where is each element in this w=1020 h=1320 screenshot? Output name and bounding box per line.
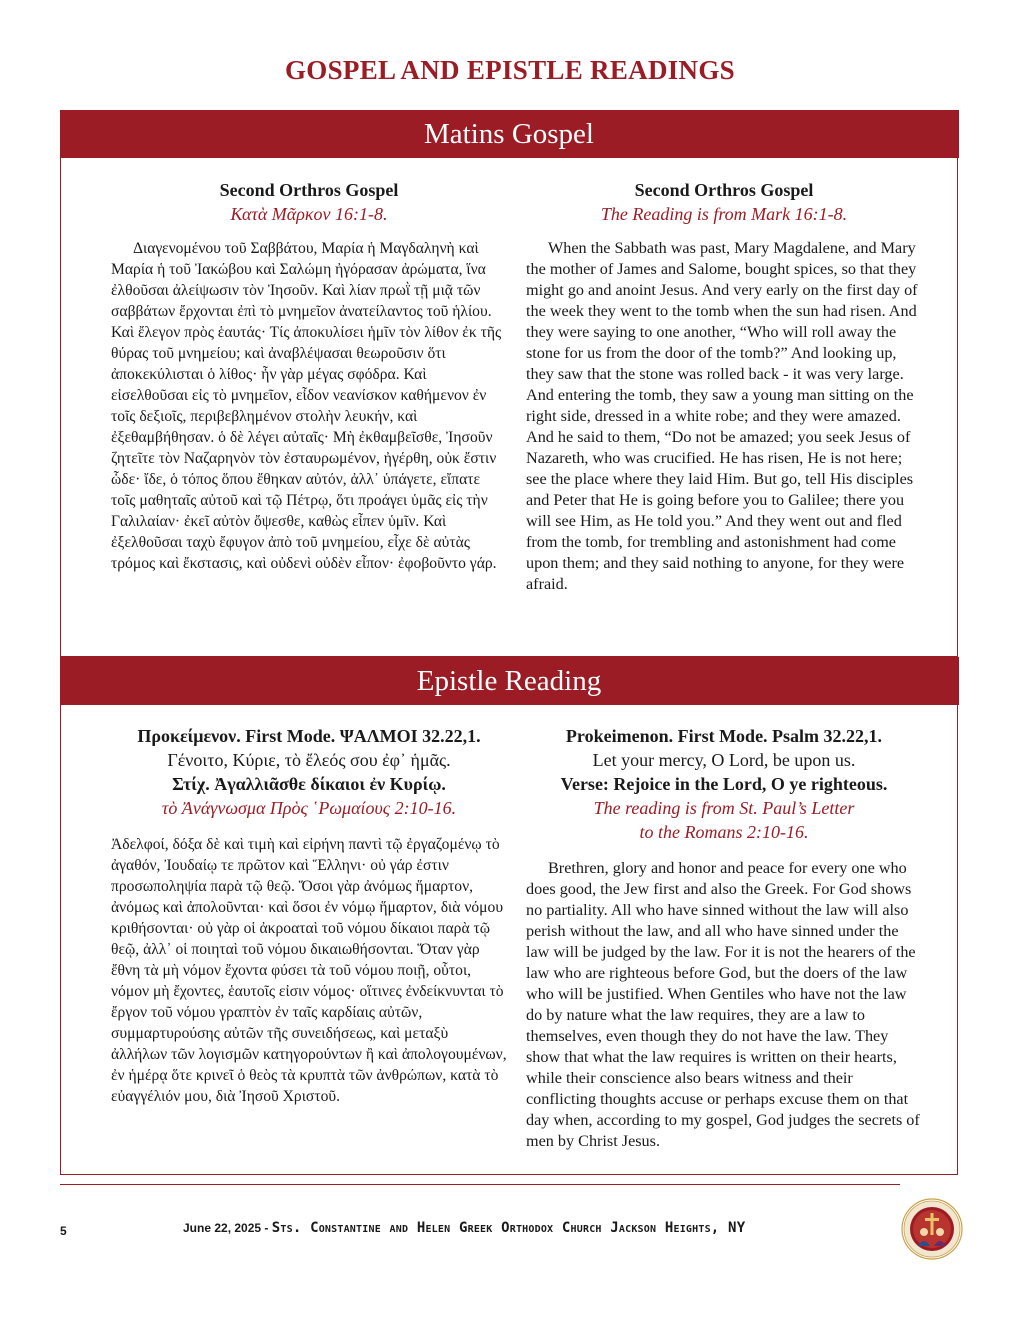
epistle-english-text: Brethren, glory and honor and peace for every one who does good, the Jew first and also the Greek. For God shows no partiality. All who have sinned without the law will also perish without the law, and all who have sinned under the law will be judged by the law. For it is not the hearers of the law who are righteous before God, but the doers of the law who will be justified. When Gentiles who have not the law do by nature what the law requires, they are a law to themselves, even though they do not have the law. They show that what the law requires is written on their hearts, while their conscience also bears witness and their conflicting thoughts accuse or perhaps excuse them on that day when, according to my gospel, God judges the secrets of men by Christ Jesus. — [526, 859, 920, 1150]
page-number: 5 — [60, 1224, 67, 1238]
matins-english-column — [526, 178, 922, 595]
matins-greek-reference: Κατὰ Μᾶρκον 16:1-8. — [230, 204, 388, 224]
epistle-english-reference-line2: to the Romans 2:10-16. — [639, 822, 809, 842]
matins-greek-column — [111, 178, 507, 574]
epistle-reading-section — [60, 657, 958, 1175]
epistle-english-verse: Verse: Rejoice in the Lord, O ye righteous. — [560, 774, 888, 794]
footer-divider — [60, 1184, 900, 1185]
page-title: GOSPEL AND EPISTLE READINGS — [285, 55, 735, 85]
epistle-greek-verse: Στίχ. Ἀγαλλιᾶσθε δίκαιοι ἐν Κυρίῳ. — [172, 774, 446, 794]
epistle-greek-column — [111, 724, 507, 1107]
epistle-reading-title: Epistle Reading — [60, 657, 959, 705]
footer-separator: - — [264, 1221, 269, 1235]
epistle-greek-response: Γένοιτο, Κύριε, τὸ ἔλεός σου ἐφ᾽ ἡμᾶς. — [167, 750, 451, 770]
epistle-english-reference-line1: The reading is from St. Paul’s Letter — [593, 798, 855, 818]
epistle-greek-reference: τὸ Ἀνάγνωσμα Πρὸς ῾Ρωμαίους 2:10-16. — [161, 798, 457, 818]
matins-gospel-title: Matins Gospel — [60, 110, 959, 158]
epistle-english-response: Let your mercy, O Lord, be upon us. — [592, 750, 856, 770]
matins-english-reference: The Reading is from Mark 16:1-8. — [600, 204, 848, 224]
footer-church-name: Sts. Constantine and Helen Greek Orthodox Church Jackson Heights, NY — [271, 1220, 746, 1236]
epistle-english-column — [526, 724, 922, 1152]
footer-date: June 22, 2025 — [183, 1221, 262, 1235]
matins-greek-heading: Second Orthros Gospel — [219, 180, 399, 200]
matins-greek-text: Διαγενομένου τοῦ Σαββάτου, Μαρία ἡ Μαγδαληνὴ καὶ Μαρία ἡ τοῦ Ἰακώβου καὶ Σαλώμη ἠγόρασαν ἀρώματα, ἵνα ἐλθοῦσαι ἀλείψωσιν τὸν Ἰησοῦν. Καὶ λίαν πρωῒ τῇ μιᾷ τῶν σαββάτων ἔρχονται ἐπὶ τὸ μνημεῖον ἀνατείλαντος τοῦ ἡλίου. Καὶ ἔλεγον πρὸς ἑαυτάς· Τίς ἀποκυλίσει ἡμῖν τὸν λίθον ἐκ τῆς θύρας τοῦ μνημείου; καὶ ἀναβλέψασαι θεωροῦσιν ὅτι ἀποκεκύλισται ὁ λίθος· ἦν γὰρ μέγας σφόδρα. Καὶ εἰσελθοῦσαι εἰς τὸ μνημεῖον, εἶδον νεανίσκον καθήμενον ἐν τοῖς δεξιοῖς, περιβεβλημένον στολὴν λευκήν, καὶ ἐξεθαμβήθησαν. ὁ δὲ λέγει αὐταῖς· Μὴ ἐκθαμβεῖσθε, Ἰησοῦν ζητεῖτε τὸν Ναζαρηνὸν τὸν ἐσταυρωμένον, ἠγέρθη, οὐκ ἔστιν ὧδε· ἴδε, ὁ τόπος ὅπου ἔθηκαν αὐτόν, ἀλλ᾽ ὑπάγετε, εἴπατε τοῖς μαθηταῖς αὐτοῦ καὶ τῷ Πέτρῳ, ὅτι προάγει ὑμᾶς εἰς τὴν Γαλιλαίαν· ἐκεῖ αὐτὸν ὄψεσθε, καθὼς εἶπεν ὑμῖν. Καὶ ἐξελθοῦσαι ταχὺ ἔφυγον ἀπὸ τοῦ μνημείου, εἶχε δὲ αὐτὰς τρόμος καὶ ἔκστασις, καὶ οὐδενὶ οὐδὲν εἶπον· ἐφοβοῦντο γάρ. — [111, 240, 502, 572]
matins-english-text: When the Sabbath was past, Mary Magdalene, and Mary the mother of James and Salome, bought spices, so that they might go and anoint Jesus. And very early on the first day of the week they went to the tomb when the sun had risen. And they were saying to one another, “Who will roll away the stone for us from the door of the tomb?” And looking up, they saw that the stone was rolled back - it was very large. And entering the tomb, they saw a young man sitting on the right side, dressed in a white robe; and they were amazed. And he said to them, “Do not be amazed; you seek Jesus of Nazareth, who was crucified. He has risen, He is not here; see the place where they laid Him. But go, tell His disciples and Peter that He is going before you to Galilee; there you will see Him, as He told you.” And they went out and fled from the tomb, for trembling and astonishment had come upon them; and they said nothing to anyone, for they were afraid. — [526, 239, 918, 593]
church-seal-icon — [901, 1198, 963, 1260]
matins-gospel-section — [60, 110, 958, 657]
epistle-english-prokeimenon: Prokeimenon. First Mode. Psalm 32.22,1. — [565, 726, 883, 746]
matins-english-heading: Second Orthros Gospel — [634, 180, 814, 200]
epistle-greek-prokeimenon: Προκείμενον. First Mode. ΨΑΛΜΟΙ 32.22,1. — [137, 726, 481, 746]
footer-info — [183, 1220, 745, 1236]
epistle-greek-text: Ἀδελφοί, δόξα δὲ καὶ τιμὴ καὶ εἰρήνη παντὶ τῷ ἐργαζομένῳ τὸ ἀγαθόν, Ἰουδαίῳ τε πρῶτον καὶ Ἕλληνι· οὐ γάρ ἐστιν προσωποληψία παρὰ τῷ θεῷ. Ὅσοι γὰρ ἀνόμως ἥμαρτον, ἀνόμως καὶ ἀπολοῦνται· καὶ ὅσοι ἐν νόμῳ ἥμαρτον, διὰ νόμου κριθήσονται· οὐ γὰρ οἱ ἀκροαταὶ τοῦ νόμου δίκαιοι παρὰ τῷ θεῷ, ἀλλ᾽ οἱ ποιηταὶ τοῦ νόμου δικαιωθήσονται. Ὅταν γὰρ ἔθνη τὰ μὴ νόμον ἔχοντα φύσει τὰ τοῦ νόμου ποιῇ, οὗτοι, νόμον μὴ ἔχοντες, ἑαυτοῖς εἰσιν νόμος· οἵτινες ἐνδείκνυνται τὸ ἔργον τοῦ νόμου γραπτὸν ἐν ταῖς καρδίαις αὐτῶν, συμμαρτυρούσης αὐτῶν τῆς συνειδήσεως, καὶ μεταξὺ ἀλλήλων τῶν λογισμῶν κατηγορούντων ἢ καὶ ἀπολογουμένων, ἐν ἡμέρᾳ ὅτε κρινεῖ ὁ θεὸς τὰ κρυπτὰ τῶν ἀνθρώπων, κατὰ τὸ εὐαγγέλιόν μου, διὰ Ἰησοῦ Χριστοῦ. — [111, 836, 507, 1105]
